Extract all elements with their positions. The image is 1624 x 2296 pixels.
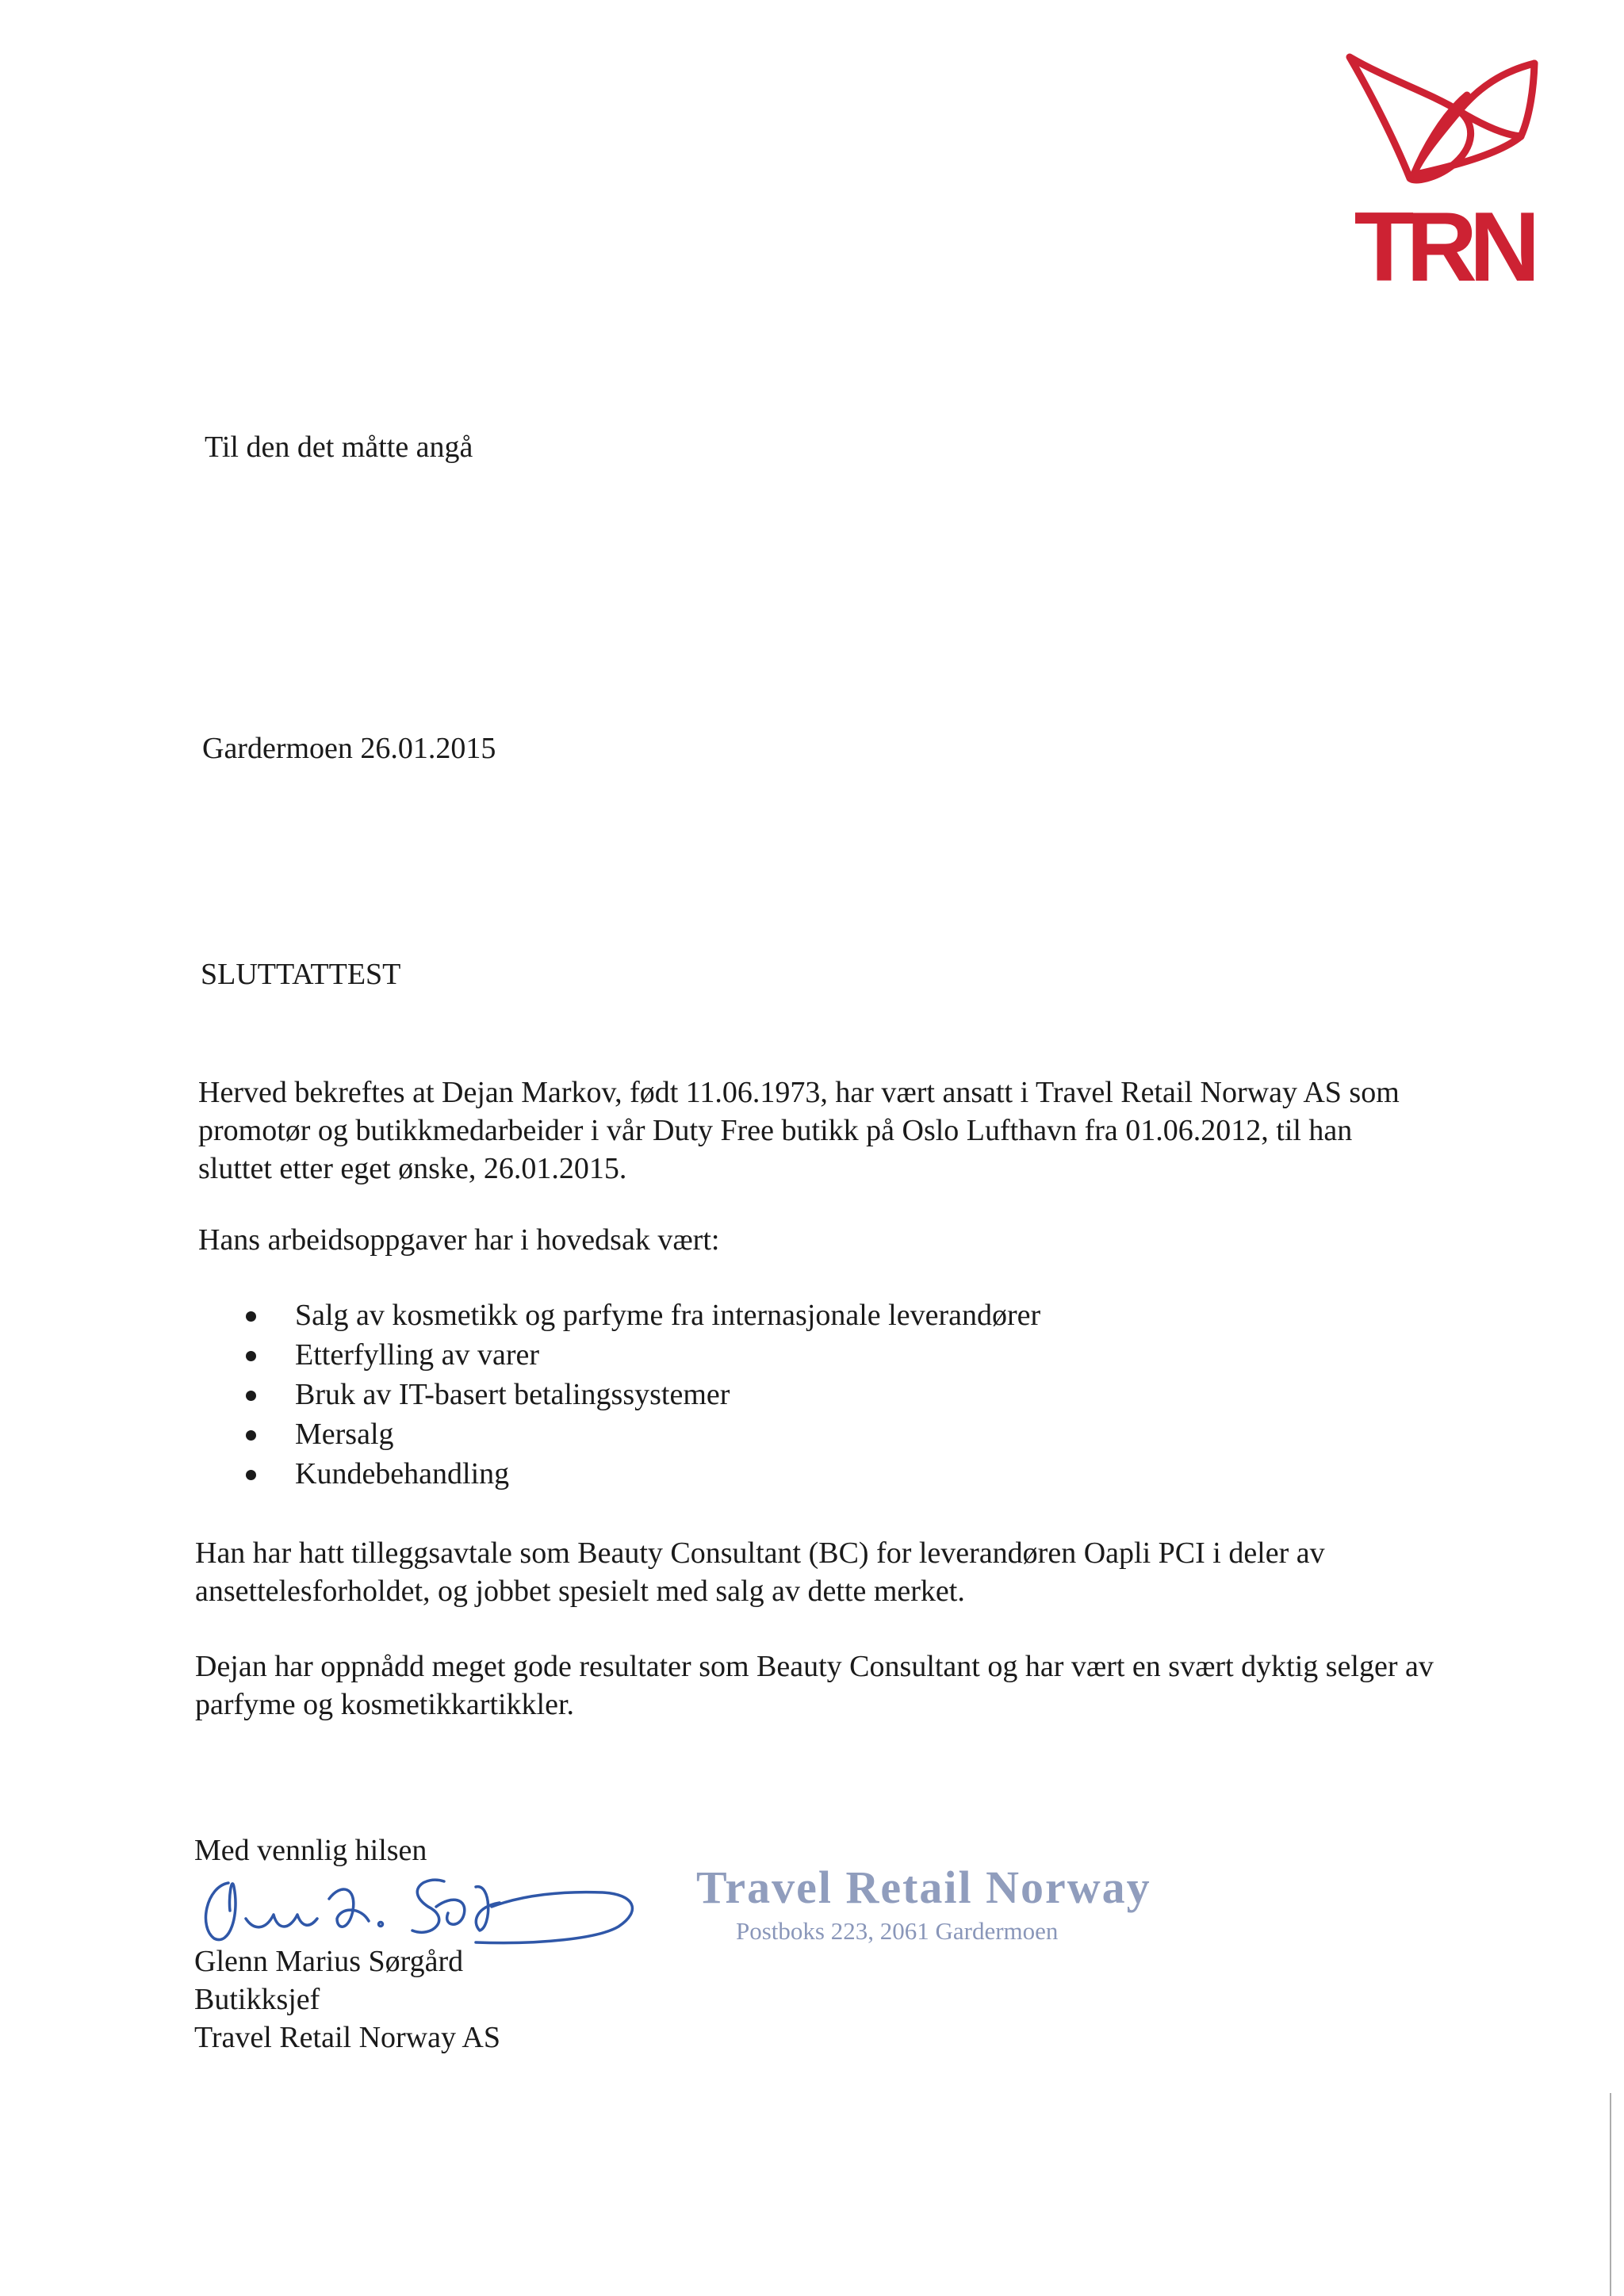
stamp-title: Travel Retail Norway <box>696 1862 1151 1913</box>
document-heading: SLUTTATTEST <box>201 958 401 991</box>
employment-paragraph: Herved bekreftes at Dejan Markov, født 11.06.1973, har vært ansatt i Travel Retail Norway AS som promotør og butikkmedarbeider i vår Duty Free butikk på Oslo Lufthavn fra 01.06.2012, til han sluttet etter eget ønske, 26.01.2015. <box>198 1076 1400 1185</box>
list-item-text: Salg av kosmetikk og parfyme fra internasjonale leverandører <box>295 1299 1041 1332</box>
signer-company: Travel Retail Norway AS <box>194 2021 500 2054</box>
list-item-text: Bruk av IT-basert betalingssystemer <box>295 1378 730 1411</box>
scan-edge-line <box>1610 2093 1611 2296</box>
duties-list <box>246 1295 1040 1494</box>
signer-title: Butikksjef <box>194 1983 320 2016</box>
logo-wordmark: TRN <box>1354 193 1533 302</box>
bullet-icon <box>246 1391 256 1401</box>
greeting: Til den det måtte angå <box>205 430 473 464</box>
list-item <box>246 1295 1040 1335</box>
list-item <box>246 1335 1040 1375</box>
butterfly-logo-icon <box>1340 48 1546 206</box>
beauty-consultant-paragraph: Han har hatt tilleggsavtale som Beauty Consultant (BC) for leverandøren Oapli PCI i deler av ansettelesforholdet, og jobbet spesielt med salg av dette merket. <box>195 1536 1325 1608</box>
bullet-icon <box>246 1470 256 1480</box>
closing: Med vennlig hilsen <box>194 1834 427 1867</box>
list-item-text: Etterfylling av varer <box>295 1338 540 1372</box>
company-logo <box>1340 48 1546 302</box>
list-item-text: Kundebehandling <box>295 1457 510 1490</box>
date-line: Gardermoen 26.01.2015 <box>202 732 496 765</box>
stamp-address: Postboks 223, 2061 Gardermoen <box>736 1917 1059 1945</box>
list-item <box>246 1454 1040 1494</box>
list-item <box>246 1375 1040 1414</box>
company-stamp <box>690 1863 1166 1950</box>
bullet-icon <box>246 1351 256 1361</box>
duties-intro: Hans arbeidsoppgaver har i hovedsak vært: <box>198 1223 720 1257</box>
bullet-icon <box>246 1430 256 1441</box>
bullet-icon <box>246 1311 256 1322</box>
results-paragraph: Dejan har oppnådd meget gode resultater som Beauty Consultant og har vært en svært dyktig selger av parfyme og kosmetikkartikkler. <box>195 1650 1434 1721</box>
list-item <box>246 1414 1040 1454</box>
list-item-text: Mersalg <box>295 1418 394 1451</box>
signer-name: Glenn Marius Sørgård <box>194 1945 464 1978</box>
